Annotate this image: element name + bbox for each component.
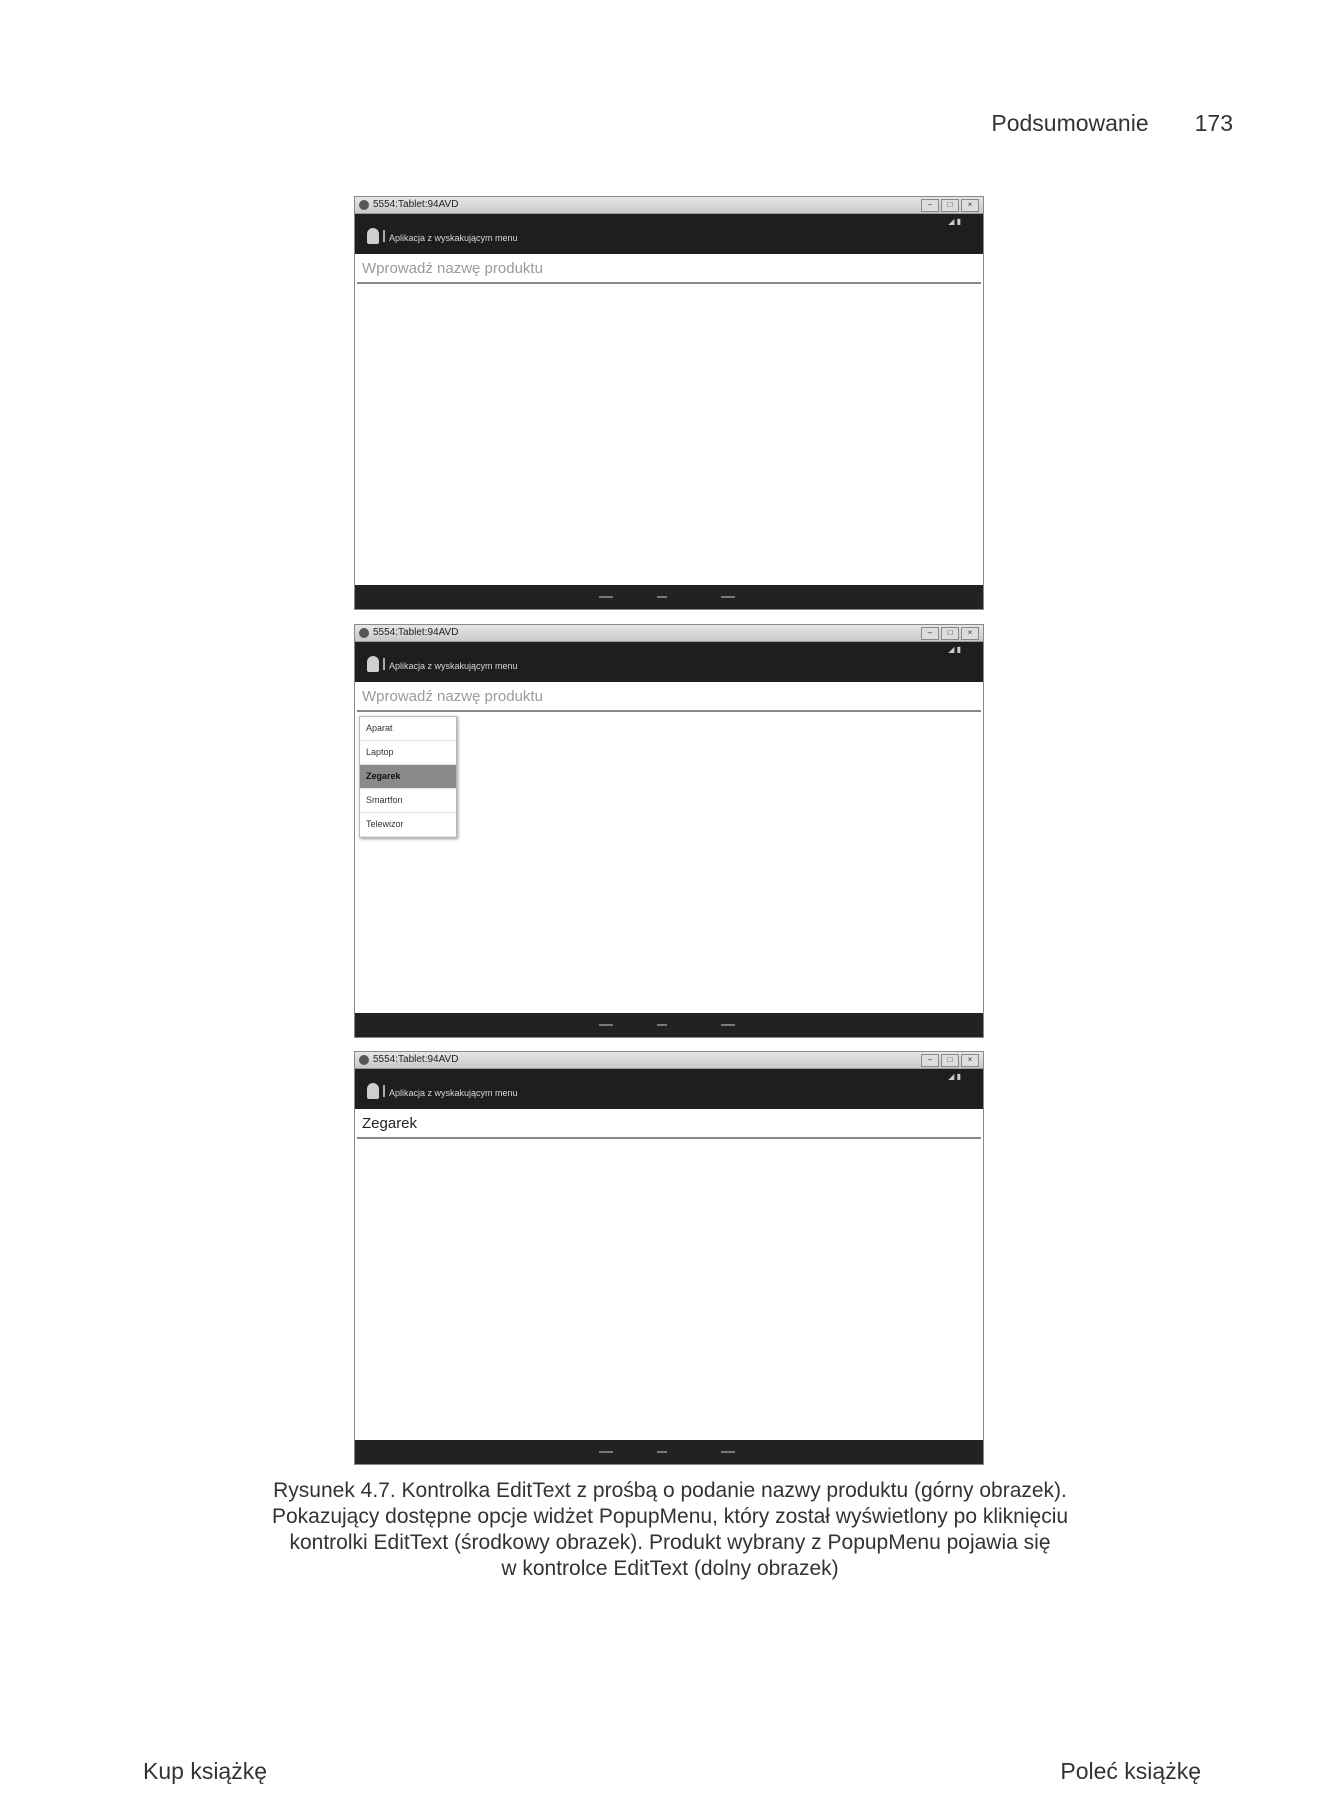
caption-line: Pokazujący dostępne opcje widżet PopupMenu, który został wyświetlony po kliknięciu xyxy=(271,1505,1069,1528)
product-name-edittext[interactable]: Zegarek xyxy=(357,1111,981,1139)
maximize-icon[interactable]: □ xyxy=(941,1054,959,1067)
window-titlebar xyxy=(355,197,983,214)
action-bar xyxy=(355,1069,983,1109)
divider xyxy=(383,1085,385,1097)
popup-item-zegarek[interactable]: Zegarek xyxy=(360,765,456,789)
popup-menu xyxy=(359,716,457,838)
home-icon[interactable] xyxy=(657,596,667,598)
emulator-screenshot-top xyxy=(354,196,984,610)
minimize-icon[interactable]: – xyxy=(921,1054,939,1067)
page-header xyxy=(991,110,1233,137)
page-number: 173 xyxy=(1194,110,1233,136)
window-title: 5554:Tablet:94AVD xyxy=(373,199,459,210)
figure-caption xyxy=(200,1478,1140,1582)
popup-item-laptop[interactable]: Laptop xyxy=(360,741,456,765)
window-title: 5554:Tablet:94AVD xyxy=(373,627,459,638)
product-name-edittext[interactable]: Wprowadź nazwę produktu xyxy=(357,256,981,284)
emulator-icon xyxy=(359,1055,369,1065)
window-titlebar xyxy=(355,625,983,642)
content-area xyxy=(355,712,983,1016)
divider xyxy=(383,658,385,670)
app-title: Aplikacja z wyskakującym menu xyxy=(389,661,518,671)
recommend-book-link[interactable]: Poleć książkę xyxy=(1060,1758,1201,1784)
status-icons: ◢ ▮ xyxy=(948,1072,961,1081)
window-controls xyxy=(921,627,979,640)
android-app-icon xyxy=(367,1083,379,1099)
recent-apps-icon[interactable] xyxy=(721,1451,735,1453)
popup-item-smartfon[interactable]: Smartfon xyxy=(360,789,456,813)
window-controls xyxy=(921,1054,979,1067)
close-icon[interactable]: × xyxy=(961,199,979,212)
popup-item-telewizor[interactable]: Telewizor xyxy=(360,813,456,837)
app-title: Aplikacja z wyskakującym menu xyxy=(389,1088,518,1098)
action-bar xyxy=(355,642,983,682)
home-icon[interactable] xyxy=(657,1024,667,1026)
emulator-screenshot-middle xyxy=(354,624,984,1038)
content-area xyxy=(355,284,983,588)
buy-book-link[interactable]: Kup książkę xyxy=(143,1758,268,1784)
navigation-bar xyxy=(355,1013,983,1037)
caption-line: Rysunek 4.7. Kontrolka EditText z prośbą o podanie nazwy produktu (górny obrazek). xyxy=(273,1479,1067,1502)
recent-apps-icon[interactable] xyxy=(721,1024,735,1026)
maximize-icon[interactable]: □ xyxy=(941,627,959,640)
app-title: Aplikacja z wyskakującym menu xyxy=(389,233,518,243)
window-titlebar xyxy=(355,1052,983,1069)
popup-item-aparat[interactable]: Aparat xyxy=(360,717,456,741)
emulator-icon xyxy=(359,628,369,638)
emulator-icon xyxy=(359,200,369,210)
home-icon[interactable] xyxy=(657,1451,667,1453)
minimize-icon[interactable]: – xyxy=(921,627,939,640)
minimize-icon[interactable]: – xyxy=(921,199,939,212)
recent-apps-icon[interactable] xyxy=(721,596,735,598)
close-icon[interactable]: × xyxy=(961,1054,979,1067)
status-icons: ◢ ▮ xyxy=(948,645,961,654)
status-icons: ◢ ▮ xyxy=(948,217,961,226)
navigation-bar xyxy=(355,585,983,609)
product-name-edittext[interactable]: Wprowadź nazwę produktu xyxy=(357,684,981,712)
close-icon[interactable]: × xyxy=(961,627,979,640)
caption-line: kontrolki EditText (środkowy obrazek). Produkt wybrany z PopupMenu pojawia się xyxy=(289,1531,1051,1554)
back-icon[interactable] xyxy=(599,1451,613,1453)
action-bar xyxy=(355,214,983,254)
content-area xyxy=(355,1139,983,1443)
android-app-icon xyxy=(367,656,379,672)
navigation-bar xyxy=(355,1440,983,1464)
window-controls xyxy=(921,199,979,212)
divider xyxy=(383,230,385,242)
window-title: 5554:Tablet:94AVD xyxy=(373,1054,459,1065)
emulator-screenshot-bottom xyxy=(354,1051,984,1465)
section-title: Podsumowanie xyxy=(991,110,1149,136)
back-icon[interactable] xyxy=(599,1024,613,1026)
caption-line: w kontrolce EditText (dolny obrazek) xyxy=(501,1557,839,1580)
back-icon[interactable] xyxy=(599,596,613,598)
android-app-icon xyxy=(367,228,379,244)
maximize-icon[interactable]: □ xyxy=(941,199,959,212)
